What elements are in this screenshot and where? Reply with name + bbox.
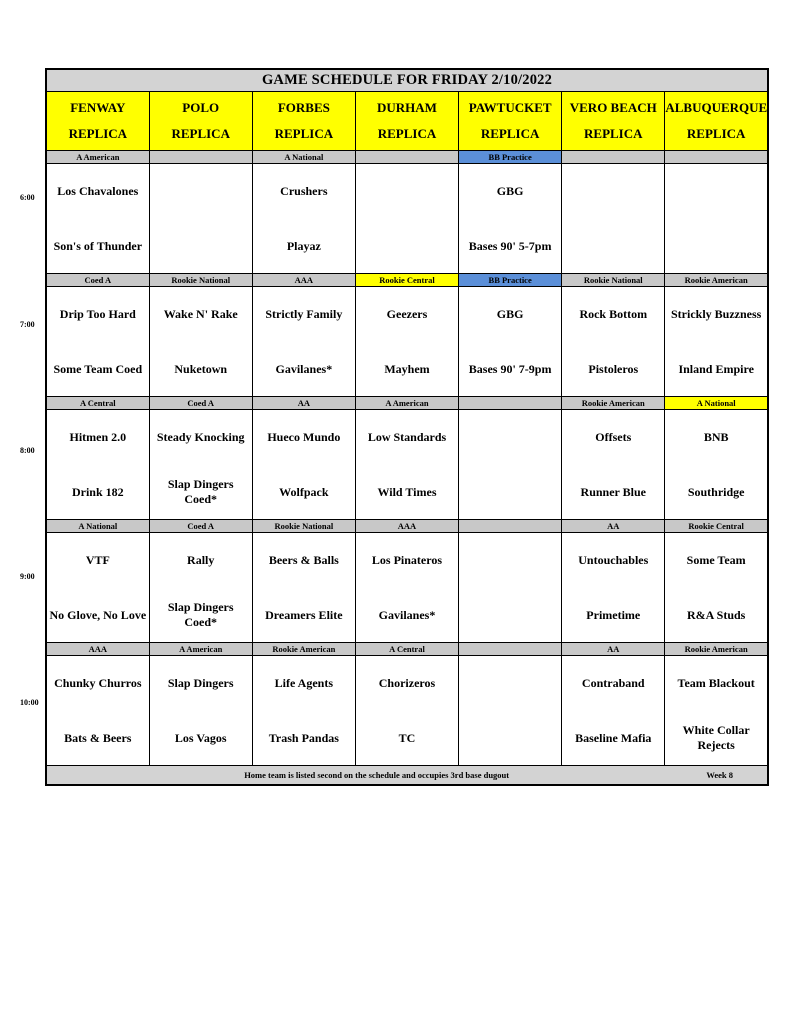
field-header — [459, 92, 562, 151]
division-label: Rookie National — [149, 274, 252, 287]
home-team: No Glove, No Love — [49, 607, 147, 622]
game-cell — [355, 656, 458, 766]
page-title: GAME SCHEDULE FOR FRIDAY 2/10/2022 — [46, 69, 768, 92]
division-label: Rookie National — [252, 520, 355, 533]
game-cell — [355, 410, 458, 520]
home-team: Bases 90' 7-9pm — [468, 361, 552, 376]
division-label: A National — [46, 520, 149, 533]
away-team — [562, 177, 664, 205]
game-cell — [46, 656, 149, 766]
away-team — [356, 177, 458, 205]
schedule-table — [45, 68, 769, 786]
home-team: Wild Times — [377, 484, 437, 499]
away-team: BNB — [703, 429, 729, 444]
division-label: A American — [46, 151, 149, 164]
division-row — [46, 397, 768, 410]
game-cell — [459, 656, 562, 766]
field-name: DURHAM — [377, 100, 437, 115]
home-team: Son's of Thunder — [53, 238, 143, 253]
field-header — [562, 92, 665, 151]
away-team: Hueco Mundo — [267, 429, 341, 444]
field-header — [665, 92, 768, 151]
game-cell — [149, 410, 252, 520]
division-label — [355, 151, 458, 164]
game-cell — [562, 287, 665, 397]
division-label: Rookie American — [665, 274, 768, 287]
game-cell — [562, 533, 665, 643]
field-subtitle: REPLICA — [584, 126, 643, 141]
away-team: Chunky Churros — [54, 675, 142, 690]
home-team: Drink 182 — [71, 484, 124, 499]
field-subtitle: REPLICA — [377, 126, 437, 141]
home-team: Slap Dingers Coed* — [167, 600, 234, 629]
division-row — [46, 151, 768, 164]
away-team: Chorizeros — [378, 675, 436, 690]
game-cell — [562, 164, 665, 274]
away-team: Rock Bottom — [579, 306, 648, 321]
away-team: Low Standards — [367, 429, 447, 444]
game-cell — [665, 164, 768, 274]
home-team — [459, 478, 561, 506]
time-label: 6:00 — [20, 193, 35, 202]
home-team — [459, 601, 561, 629]
field-name: PAWTUCKET — [468, 100, 552, 115]
game-cell — [252, 533, 355, 643]
field-name: FENWAY — [70, 100, 126, 115]
field-name: VERO BEACH — [569, 100, 657, 115]
home-team: Some Team Coed — [53, 361, 143, 376]
away-team: Some Team — [686, 552, 746, 567]
division-label: AAA — [355, 520, 458, 533]
game-cell — [665, 656, 768, 766]
away-team: Geezers — [386, 306, 428, 321]
home-team: Playaz — [286, 238, 321, 253]
game-cell — [665, 410, 768, 520]
division-label: AAA — [46, 643, 149, 656]
home-team: White Collar Rejects — [682, 723, 750, 752]
away-team: Contraband — [581, 675, 645, 690]
game-cell — [562, 656, 665, 766]
home-team — [150, 232, 252, 260]
home-team: Runner Blue — [580, 484, 646, 499]
game-cell — [459, 533, 562, 643]
home-team: Gavilanes* — [378, 607, 436, 622]
division-label — [665, 151, 768, 164]
home-team — [562, 232, 664, 260]
home-team — [356, 232, 458, 260]
game-row — [46, 164, 768, 274]
away-team: Drip Too Hard — [59, 306, 136, 321]
away-team: Offsets — [595, 429, 632, 444]
game-row — [46, 410, 768, 520]
away-team: Team Blackout — [677, 675, 755, 690]
field-subtitle: REPLICA — [686, 126, 746, 141]
time-label: 10:00 — [20, 698, 39, 707]
division-label: AA — [562, 643, 665, 656]
footer-row — [46, 766, 768, 786]
division-label: BB Practice — [459, 274, 562, 287]
away-team: GBG — [496, 306, 524, 321]
game-cell — [149, 533, 252, 643]
game-row — [46, 656, 768, 766]
field-header — [252, 92, 355, 151]
field-subtitle: REPLICA — [480, 126, 540, 141]
game-row — [46, 287, 768, 397]
division-label — [459, 397, 562, 410]
away-team — [459, 669, 561, 697]
away-team: Los Pinateros — [371, 552, 443, 567]
field-subtitle: REPLICA — [68, 126, 128, 141]
home-team: Bats & Beers — [64, 730, 132, 745]
footer-note: Home team is listed second on the schedule and occupies 3rd base dugout — [244, 770, 510, 780]
game-cell — [355, 287, 458, 397]
division-label: A American — [355, 397, 458, 410]
division-label: Rookie Central — [355, 274, 458, 287]
away-team: Crushers — [280, 183, 328, 198]
field-header — [149, 92, 252, 151]
division-label: Coed A — [46, 274, 149, 287]
away-team: Los Chavalones — [57, 183, 139, 198]
home-team: Wolfpack — [279, 484, 329, 499]
home-team: Pistoleros — [588, 361, 639, 376]
division-label: Rookie American — [665, 643, 768, 656]
week-label: Week 8 — [706, 770, 733, 780]
game-cell — [665, 287, 768, 397]
away-team: Strictly Family — [265, 306, 343, 321]
field-header — [355, 92, 458, 151]
home-team: Southridge — [687, 484, 745, 499]
time-label: 8:00 — [20, 446, 35, 455]
division-label — [459, 643, 562, 656]
away-team: VTF — [85, 552, 110, 567]
division-label: A Central — [355, 643, 458, 656]
away-team — [150, 177, 252, 205]
division-label: A National — [252, 151, 355, 164]
home-team: Bases 90' 5-7pm — [468, 238, 552, 253]
home-team: Mayhem — [384, 361, 430, 376]
game-cell — [149, 656, 252, 766]
game-cell — [252, 287, 355, 397]
division-label: Rookie National — [562, 274, 665, 287]
away-team — [459, 423, 561, 451]
game-cell — [46, 533, 149, 643]
home-team: R&A Studs — [686, 607, 746, 622]
field-name: FORBES — [277, 100, 330, 115]
game-cell — [252, 164, 355, 274]
away-team: Rally — [187, 552, 215, 567]
away-team — [665, 177, 767, 205]
game-cell — [252, 656, 355, 766]
away-team: Untouchables — [578, 552, 649, 567]
field-header-row — [46, 92, 768, 151]
division-label — [562, 151, 665, 164]
game-cell — [149, 287, 252, 397]
division-label: Coed A — [149, 397, 252, 410]
away-team: Beers & Balls — [268, 552, 339, 567]
division-label — [459, 520, 562, 533]
home-team: Trash Pandas — [268, 730, 339, 745]
division-row — [46, 274, 768, 287]
game-cell — [355, 164, 458, 274]
home-team — [665, 232, 767, 260]
game-cell — [355, 533, 458, 643]
schedule-sheet — [45, 68, 769, 786]
away-team: Strickly Buzzness — [671, 306, 762, 321]
home-team: Slap Dingers Coed* — [167, 477, 234, 506]
division-label: Rookie American — [252, 643, 355, 656]
game-cell — [46, 164, 149, 274]
time-label: 9:00 — [20, 572, 35, 581]
division-label: BB Practice — [459, 151, 562, 164]
away-team: GBG — [496, 183, 524, 198]
division-label: AA — [252, 397, 355, 410]
home-team: Gavilanes* — [275, 361, 333, 376]
field-name: POLO — [182, 100, 220, 115]
footer-cell — [46, 766, 768, 786]
division-label: Coed A — [149, 520, 252, 533]
home-team: Inland Empire — [678, 361, 754, 376]
game-cell — [46, 287, 149, 397]
away-team: Wake N' Rake — [163, 306, 238, 321]
game-cell — [459, 164, 562, 274]
away-team — [459, 546, 561, 574]
home-team: Dreamers Elite — [265, 607, 343, 622]
home-team: TC — [398, 730, 416, 745]
home-team: Los Vagos — [174, 730, 227, 745]
field-subtitle: REPLICA — [171, 126, 230, 141]
division-row — [46, 520, 768, 533]
game-cell — [149, 164, 252, 274]
game-cell — [562, 410, 665, 520]
division-label: Rookie Central — [665, 520, 768, 533]
away-team: Slap Dingers — [167, 675, 234, 690]
division-label — [149, 151, 252, 164]
division-label: A National — [665, 397, 768, 410]
home-team: Nuketown — [174, 361, 228, 376]
division-label: A American — [149, 643, 252, 656]
game-cell — [46, 410, 149, 520]
away-team: Hitmen 2.0 — [69, 429, 127, 444]
game-cell — [252, 410, 355, 520]
field-subtitle: REPLICA — [274, 126, 334, 141]
game-cell — [459, 287, 562, 397]
division-label: Rookie American — [562, 397, 665, 410]
field-name: ALBUQUERQUE — [665, 100, 768, 115]
division-row — [46, 643, 768, 656]
game-cell — [459, 410, 562, 520]
home-team: Baseline Mafia — [575, 730, 652, 745]
division-label: AAA — [252, 274, 355, 287]
division-label: A Central — [46, 397, 149, 410]
game-cell — [665, 533, 768, 643]
field-header — [46, 92, 149, 151]
away-team: Steady Knocking — [156, 429, 245, 444]
division-label: AA — [562, 520, 665, 533]
game-row — [46, 533, 768, 643]
time-label: 7:00 — [20, 320, 35, 329]
home-team — [459, 724, 561, 752]
home-team: Primetime — [586, 607, 641, 622]
away-team: Life Agents — [274, 675, 334, 690]
